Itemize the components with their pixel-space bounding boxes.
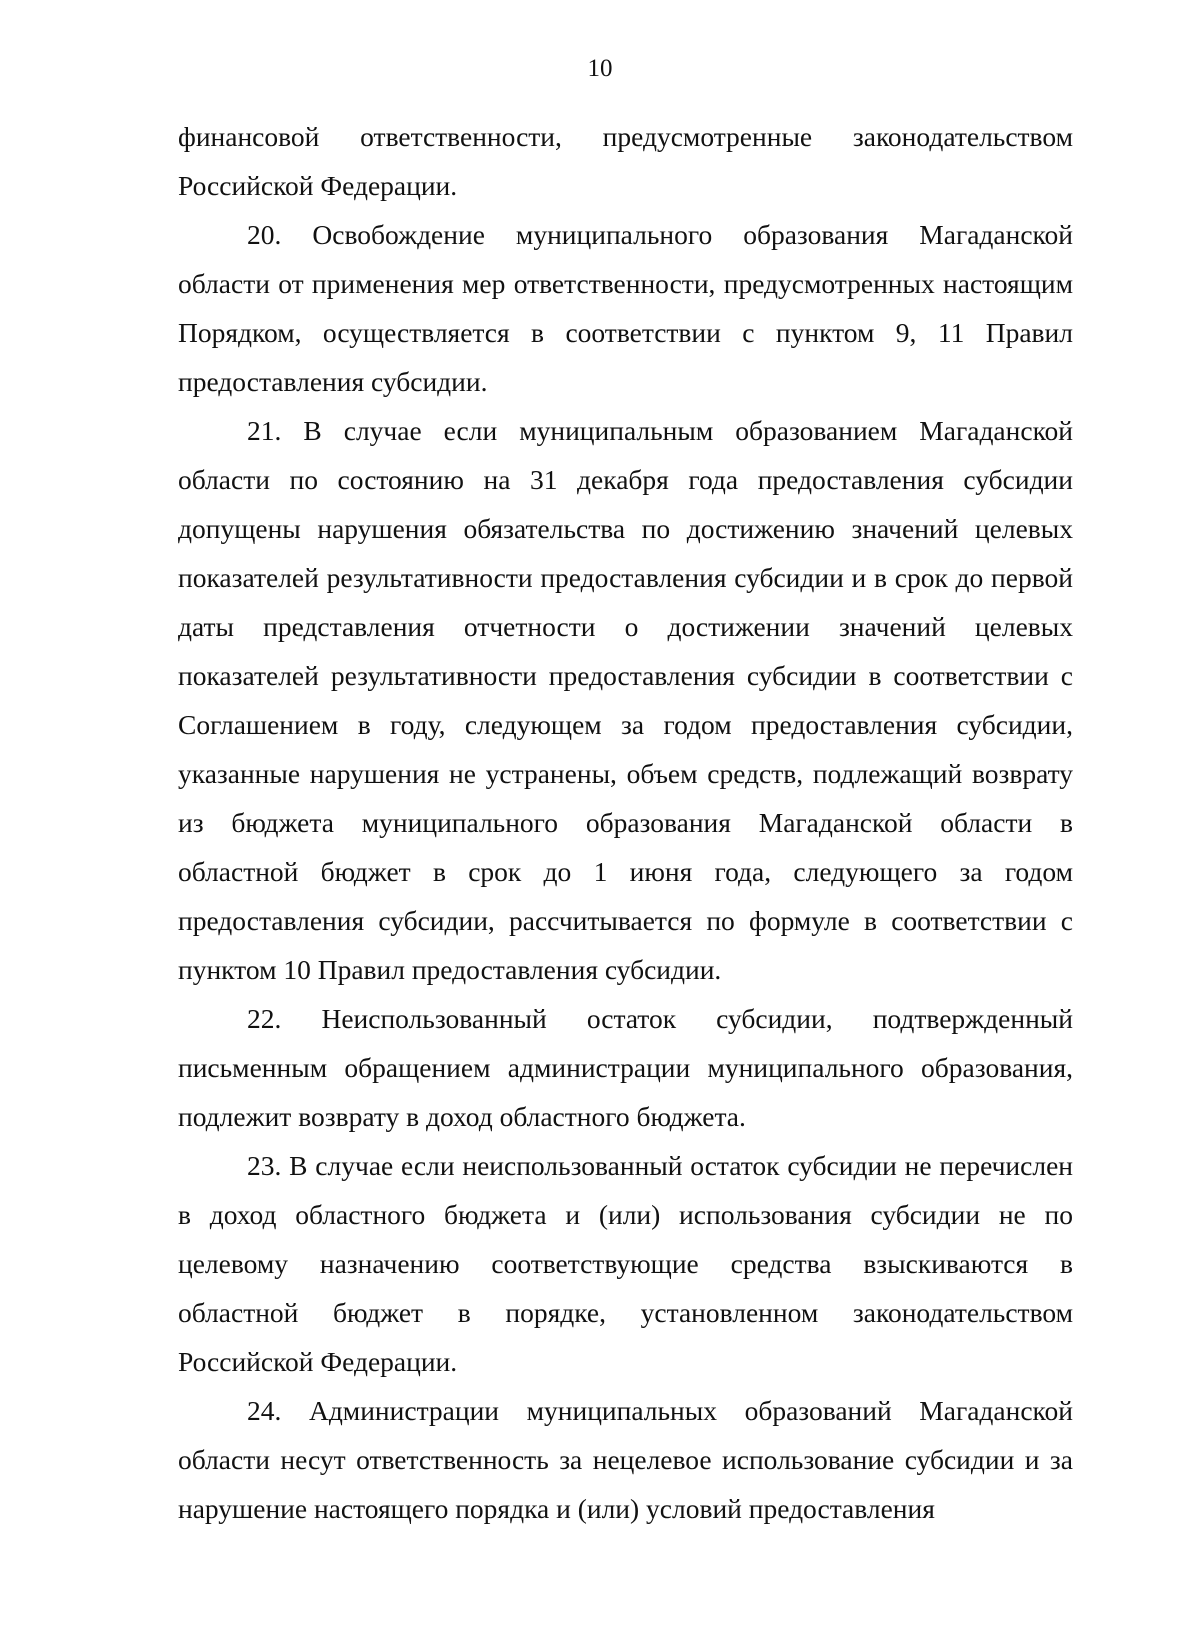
- paragraph-continuation: финансовой ответственности, предусмотренные законодательством Российской Федерации.: [178, 121, 1073, 201]
- page-number: 10: [587, 55, 613, 82]
- paragraph-22: 22. Неиспользованный остаток субсидии, подтвержденный письменным обращением администрации муниципального образования, подлежит возврату в доход областного бюджета.: [178, 1003, 1073, 1132]
- paragraph-21: 21. В случае если муниципальным образованием Магаданской области по состоянию на 31 декабря года предоставления субсидии допущены нарушения обязательства по достижению значений целевых показателей результативности предоставления субсидии и в срок до первой даты представления отчетности о достижении значений целевых показателей результативности предоставления субсидии в соответствии с Соглашением в году, следующем за годом предоставления субсидии, указанные нарушения не устранены, объем средств, подлежащий возврату из бюджета муниципального образования Магаданской области в областной бюджет в срок до 1 июня года, следующего за годом предоставления субсидии, рассчитывается по формуле в соответствии с пунктом 10 Правил предоставления субсидии.: [178, 415, 1073, 985]
- paragraph-20: 20. Освобождение муниципального образования Магаданской области от применения мер ответственности, предусмотренных настоящим Порядком, осуществляется в соответствии с пунктом 9, 11 Правил предоставления субсидии.: [178, 219, 1073, 397]
- paragraph-23: 23. В случае если неиспользованный остаток субсидии не перечислен в доход областного бюджета и (или) использования субсидии не по целевому назначению соответствующие средства взыскиваются в областной бюджет в порядке, установленном законодательством Российской Федерации.: [178, 1150, 1073, 1377]
- document-body: [178, 112, 1073, 1533]
- paragraph-24: 24. Администрации муниципальных образований Магаданской области несут ответственность за нецелевое использование субсидии и за нарушение настоящего порядка и (или) условий предоставления: [178, 1395, 1073, 1524]
